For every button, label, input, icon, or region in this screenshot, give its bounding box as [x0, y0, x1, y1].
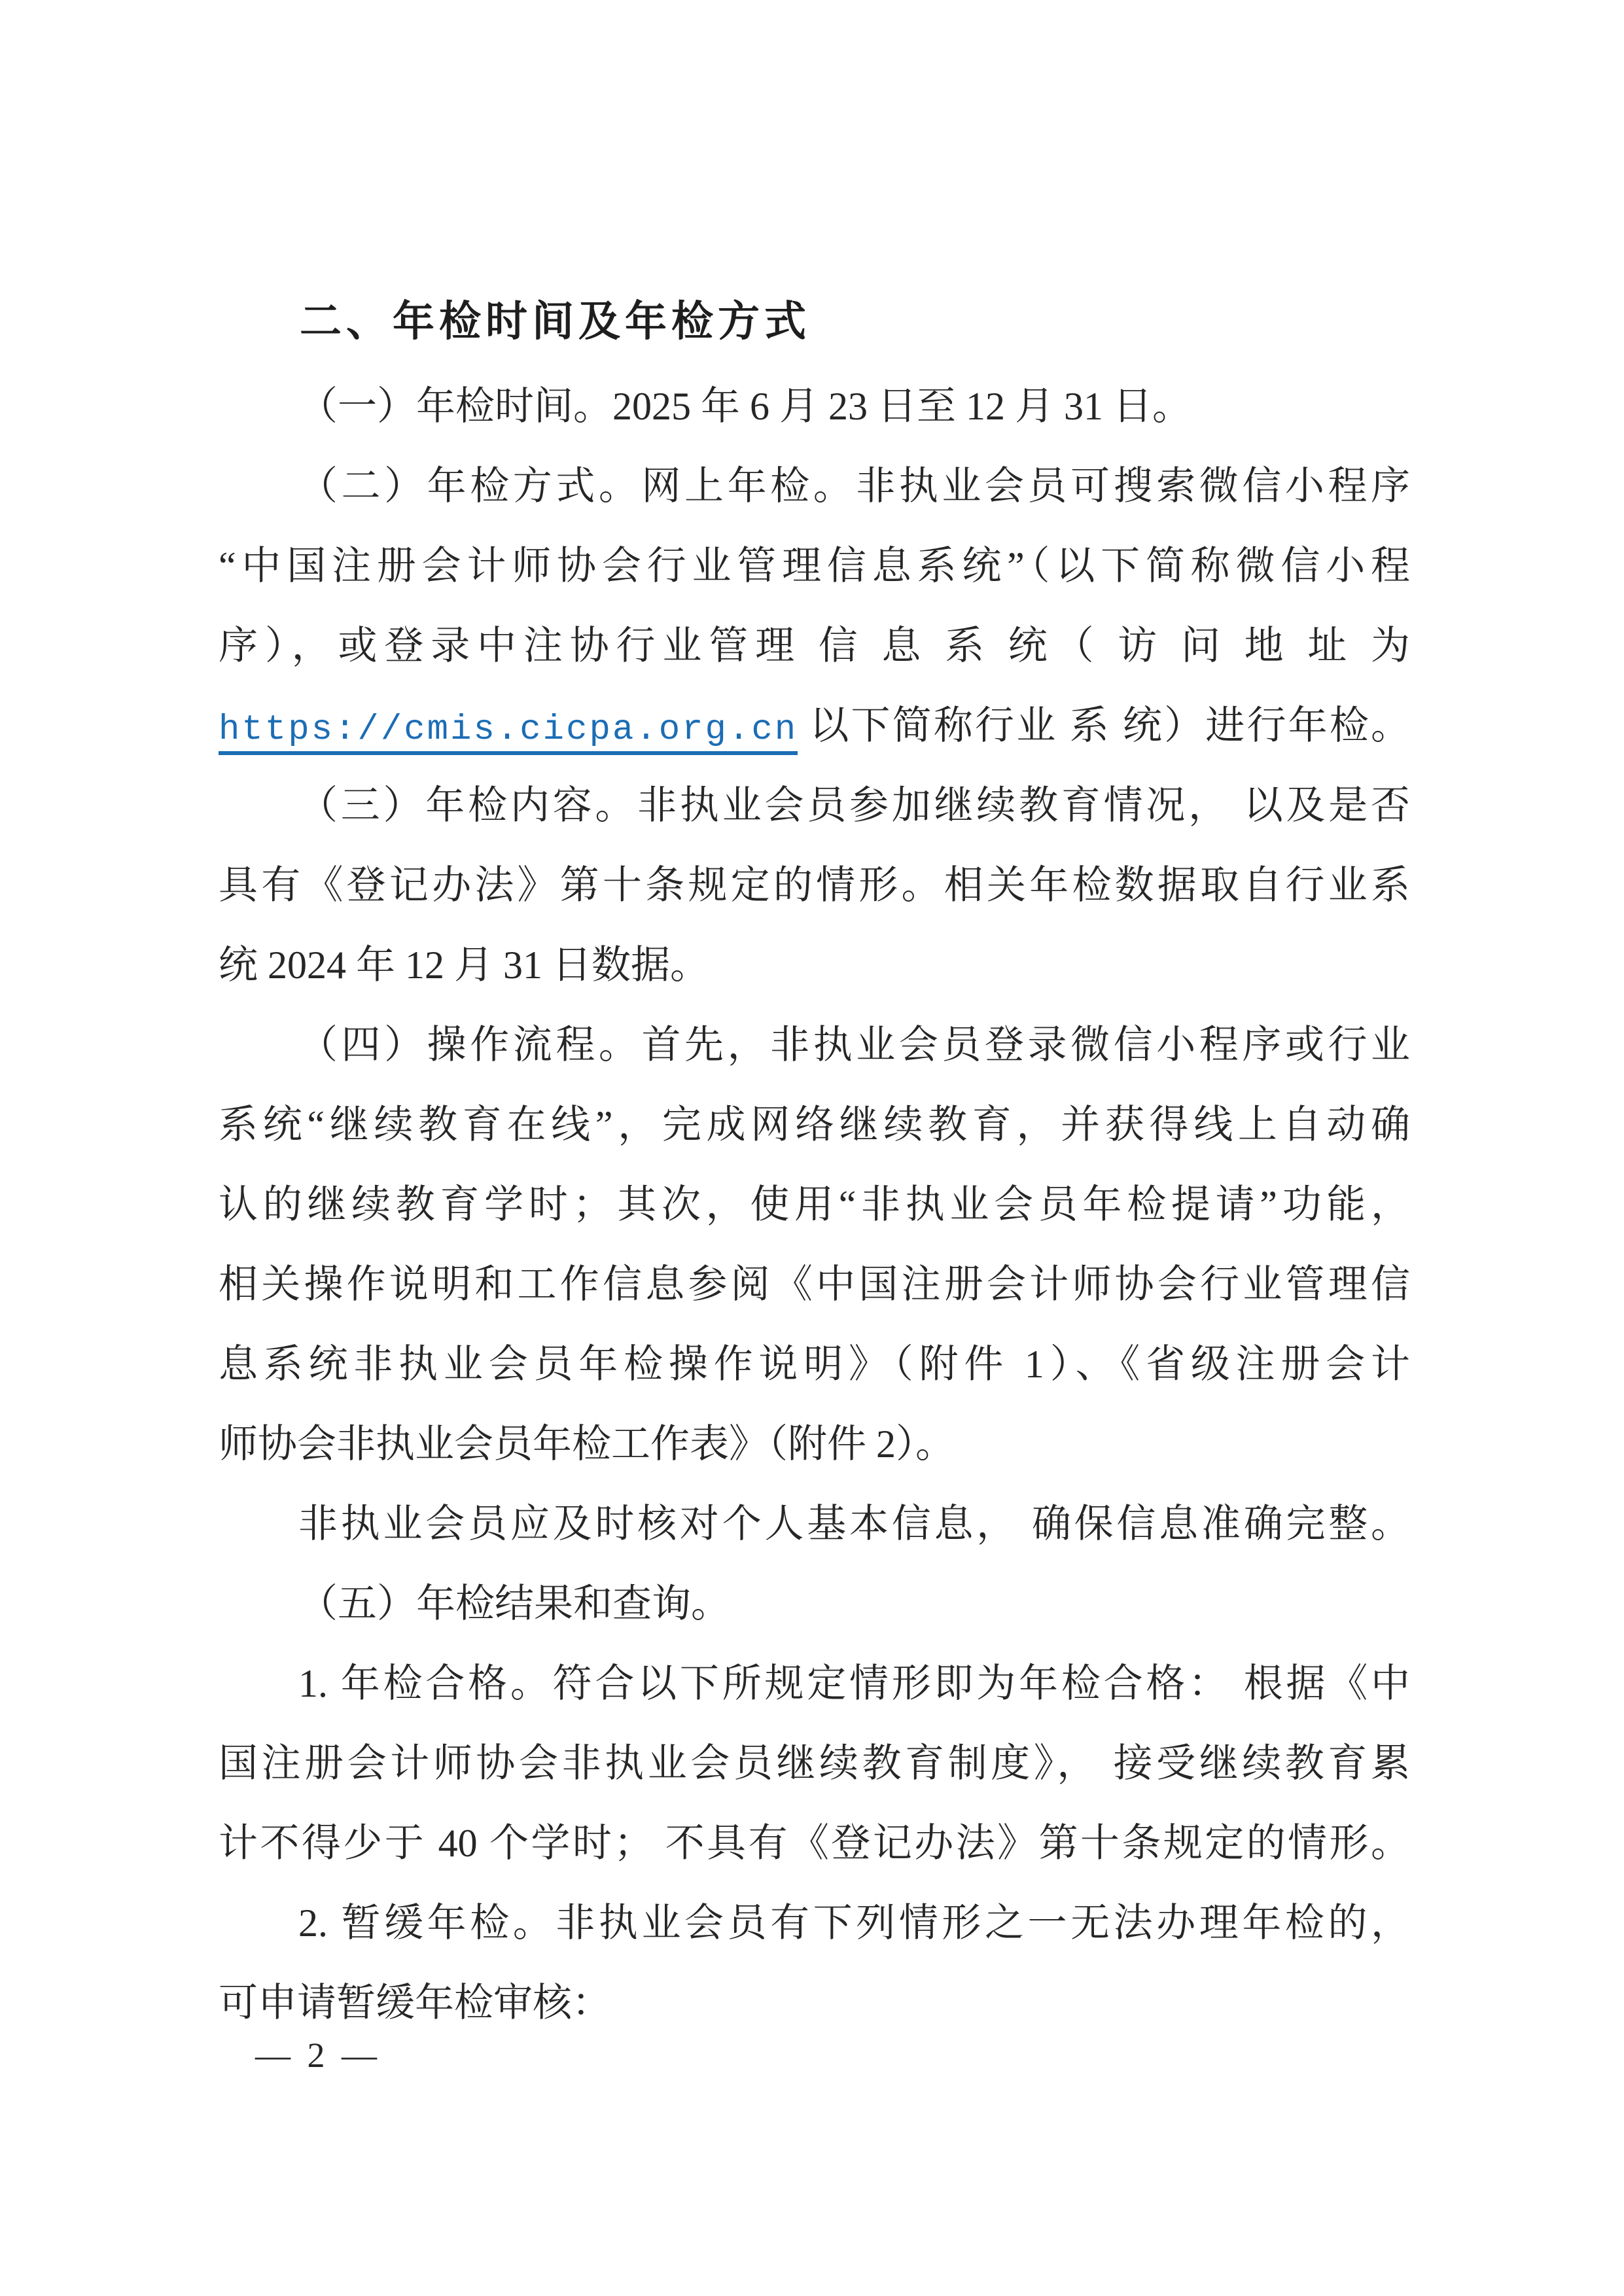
body-line: （三）年检内容。非执业会员参加继续教育情况， 以及是否: [298, 784, 1410, 827]
body-line: （四）操作流程。首先，非执业会员登录微信小程序或行业: [298, 1023, 1410, 1067]
body-line: 具有《登记办法》第十条规定的情形。相关年检数据取自行业系: [219, 864, 1410, 907]
body-line: （一）年检时间。2025 年 6 月 23 日至 12 月 31 日。: [298, 385, 1192, 428]
body-line: “中国注册会计师协会行业管理信息系统”（以下简称微信小程: [219, 544, 1410, 588]
page-number: — 2 —: [255, 2036, 381, 2075]
body-line: 系统“继续教育在线”，完成网络继续教育，并获得线上自动确: [219, 1103, 1410, 1146]
body-line: 国注册会计师协会非执业会员继续教育制度》， 接受继续教育累: [219, 1742, 1410, 1785]
body-line: （五）年检结果和查询。: [298, 1582, 730, 1625]
body-line: 非执业会员应及时核对个人基本信息， 确保信息准确完整。: [298, 1502, 1410, 1545]
body-line: 2. 暂缓年检。非执业会员有下列情形之一无法办理年检的，: [298, 1901, 1410, 1945]
body-line: 师协会非执业会员年检工作表》（附件 2）。: [219, 1422, 955, 1466]
body-line: 息系统非执业会员年检操作说明》（附件 1）、《省级注册会计: [219, 1343, 1410, 1386]
body-line-with-link: [219, 686, 1410, 766]
body-text-block: [219, 366, 1410, 2043]
section-heading: 二、年检时间及年检方式: [300, 298, 811, 345]
body-line: 认的继续教育学时；其次，使用“非执业会员年检提请”功能，: [219, 1183, 1410, 1226]
body-line: 相关操作说明和工作信息参阅《中国注册会计师协会行业管理信: [219, 1263, 1410, 1306]
body-line-text: 以下简称行业 系 统）进行年检。: [798, 704, 1410, 747]
body-line: 可申请暂缓年检审核：: [219, 1981, 611, 2024]
body-line: 统 2024 年 12 月 31 日数据。: [219, 944, 709, 987]
body-line: 计不得少于 40 个学时； 不具有《登记办法》第十条规定的情形。: [219, 1822, 1410, 1865]
body-line: （二）年检方式。网上年检。非执业会员可搜索微信小程序: [298, 465, 1410, 508]
body-line: 序），或登录中注协行业管理 信 息 系 统（ 访 问 地 址 为: [219, 624, 1410, 667]
body-line: 1. 年检合格。符合以下所规定情形即为年检合格： 根据《中: [298, 1662, 1410, 1705]
cicpa-system-link[interactable]: https://cmis.cicpa.org.cn: [219, 710, 798, 755]
